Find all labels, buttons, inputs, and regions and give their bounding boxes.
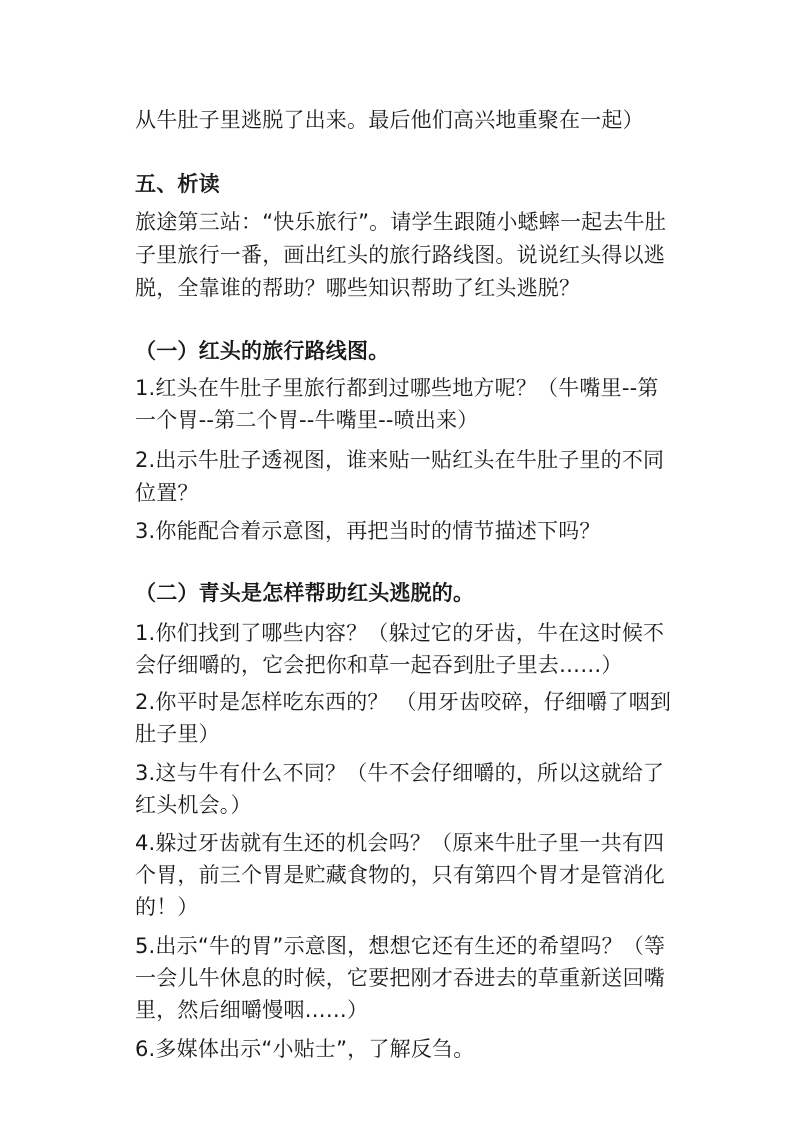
text-line: 3.你能配合着示意图，再把当时的情节描述下吗？ bbox=[135, 519, 601, 543]
subsection-heading: （一）红头的旅行路线图。 bbox=[135, 339, 390, 363]
text-line: 5.出示“牛的胃”示意图，想想它还有生还的希望吗？（等 bbox=[135, 934, 666, 958]
text-line: 会仔细嚼的，它会把你和草一起吞到肚子里去……） bbox=[135, 653, 623, 677]
section-heading: 五、析读 bbox=[135, 172, 220, 196]
text-line: 子里旅行一番，画出红头的旅行路线图。说说红头得以逃 bbox=[135, 243, 665, 267]
text-line: 1.红头在牛肚子里旅行都到过哪些地方呢？（牛嘴里--第 bbox=[135, 376, 659, 400]
text-line: 一个胃--第二个胃--牛嘴里--喷出来） bbox=[135, 408, 479, 432]
text-line: 6.多媒体出示“小贴士”，了解反刍。 bbox=[135, 1037, 475, 1061]
text-line: 肚子里） bbox=[135, 722, 220, 746]
text-line: 脱，全靠谁的帮助？哪些知识帮助了红头逃脱？ bbox=[135, 276, 581, 300]
text-line: 里，然后细嚼慢咽……） bbox=[135, 998, 369, 1022]
text-line: 从牛肚子里逃脱了出来。最后他们高兴地重聚在一起） bbox=[135, 108, 644, 132]
text-line: 的！） bbox=[135, 895, 199, 919]
text-line: 3.这与牛有什么不同？（牛不会仔细嚼的，所以这就给了 bbox=[135, 761, 665, 785]
text-line: 2.出示牛肚子透视图，谁来贴一贴红头在牛肚子里的不同 bbox=[135, 448, 665, 472]
text-line: 2.你平时是怎样吃东西的？ （用牙齿咬碎，仔细嚼了咽到 bbox=[135, 690, 672, 714]
text-line: 4.躲过牙齿就有生还的机会吗？（原来牛肚子里一共有四 bbox=[135, 831, 665, 855]
text-line: 个胃，前三个胃是贮藏食物的，只有第四个胃才是管消化 bbox=[135, 863, 665, 887]
text-line: 1.你们找到了哪些内容？（躲过它的牙齿，牛在这时候不 bbox=[135, 621, 665, 645]
text-line: 红头机会。） bbox=[135, 793, 252, 817]
text-line: 一会儿牛休息的时候，它要把刚才吞进去的草重新送回嘴 bbox=[135, 966, 665, 990]
subsection-heading: （二）青头是怎样帮助红头逃脱的。 bbox=[135, 581, 475, 605]
text-line: 旅途第三站：“快乐旅行”。请学生跟随小蟋蟀一起去牛肚 bbox=[135, 210, 666, 234]
text-line: 位置？ bbox=[135, 481, 199, 505]
